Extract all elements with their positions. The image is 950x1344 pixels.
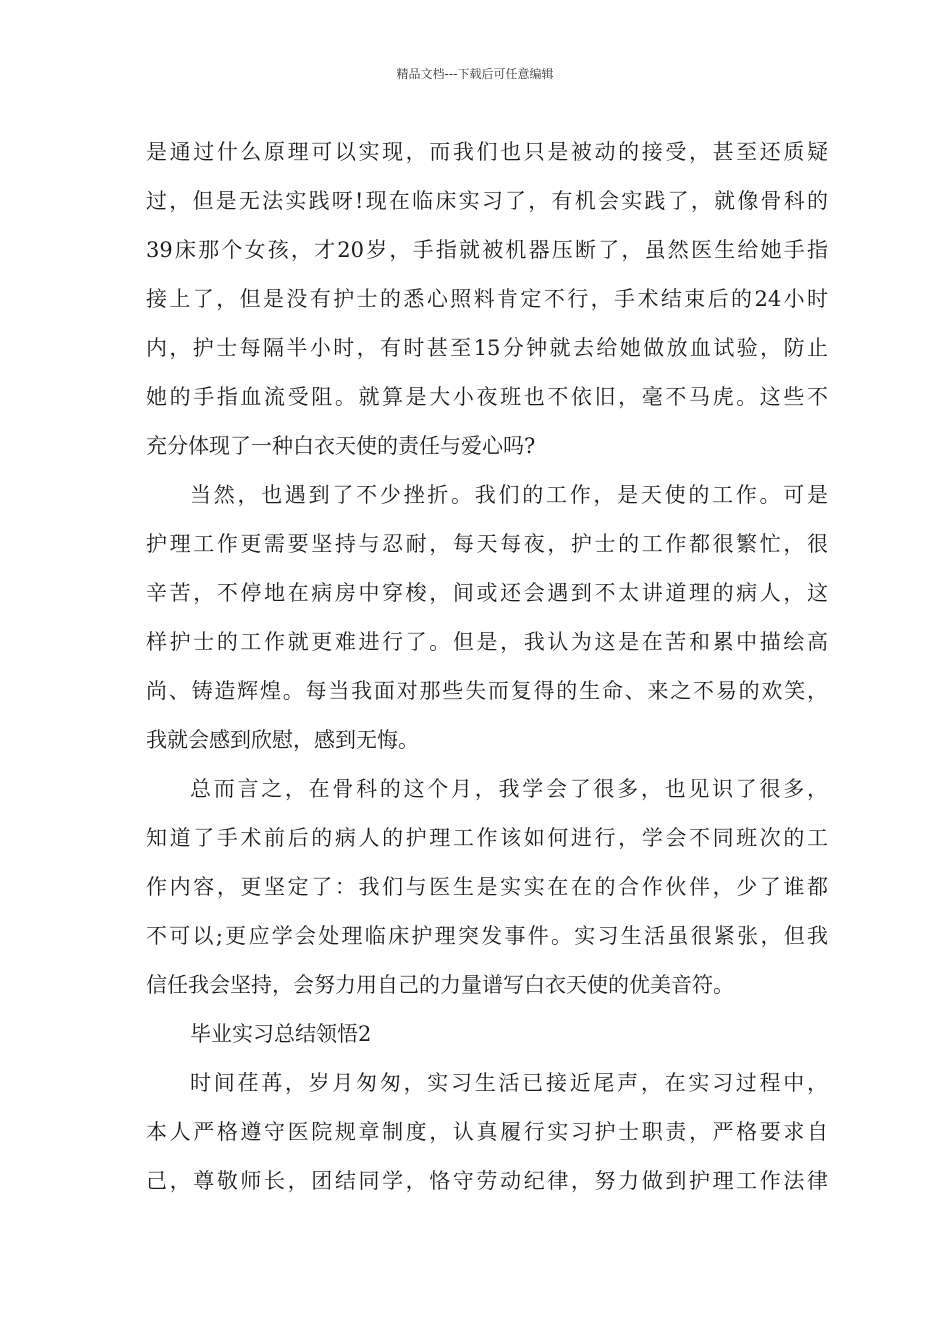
text-line: 己，尊敬师长，团结同学，恪守劳动纪律，努力做到护理工作法律 (146, 1169, 828, 1193)
text-line: 作内容，更坚定了：我们与医生是实实在在的合作伙伴，少了谁都 (146, 875, 828, 899)
text-line: 尚、铸造辉煌。每当我面对那些失而复得的生命、来之不易的欢笑， (146, 679, 828, 703)
text-line: 我就会感到欣慰，感到无悔。 (146, 728, 419, 752)
text-line: 过，但是无法实践呀!现在临床实习了，有机会实践了，就像骨科的 (146, 189, 828, 213)
text-line: 39床那个女孩，才20岁，手指就被机器压断了，虽然医生给她手指 (146, 238, 828, 262)
text-line: 接上了，但是没有护士的悉心照料肯定不行，手术结束后的24小时 (146, 287, 828, 311)
page-header: 精品文档---下载后可任意编辑 (396, 67, 554, 81)
text-line: 她的手指血流受阻。就算是大小夜班也不依旧，毫不马虎。这些不 (146, 385, 828, 409)
text-line: 内，护士每隔半小时，有时甚至15分钟就去给她做放血试验，防止 (146, 336, 828, 360)
text-line: 信任我会坚持，会努力用自己的力量谱写白衣天使的优美音符。 (146, 973, 734, 997)
text-line: 辛苦，不停地在病房中穿梭，间或还会遇到不太讲道理的病人，这 (146, 581, 828, 605)
text-line: 不可以;更应学会处理临床护理突发事件。实习生活虽很紧张，但我 (146, 924, 828, 948)
section-heading: 毕业实习总结领悟2 (190, 1022, 372, 1046)
paragraph-first-line: 当然，也遇到了不少挫折。我们的工作，是天使的工作。可是 (190, 483, 828, 507)
text-line: 充分体现了一种白衣天使的责任与爱心吗? (146, 434, 536, 458)
text-line: 样护士的工作就更难进行了。但是，我认为这是在苦和累中描绘高 (146, 630, 828, 654)
document-body (146, 128, 828, 1206)
text-line: 是通过什么原理可以实现，而我们也只是被动的接受，甚至还质疑 (146, 140, 828, 164)
text-line: 护理工作更需要坚持与忍耐，每天每夜，护士的工作都很繁忙，很 (146, 532, 828, 556)
paragraph-first-line: 总而言之，在骨科的这个月，我学会了很多，也见识了很多， (190, 777, 828, 801)
text-line: 本人严格遵守医院规章制度，认真履行实习护士职责，严格要求自 (146, 1120, 828, 1144)
text-line: 知道了手术前后的病人的护理工作该如何进行，学会不同班次的工 (146, 826, 828, 850)
paragraph-first-line: 时间荏苒，岁月匆匆，实习生活已接近尾声，在实习过程中， (190, 1071, 828, 1095)
